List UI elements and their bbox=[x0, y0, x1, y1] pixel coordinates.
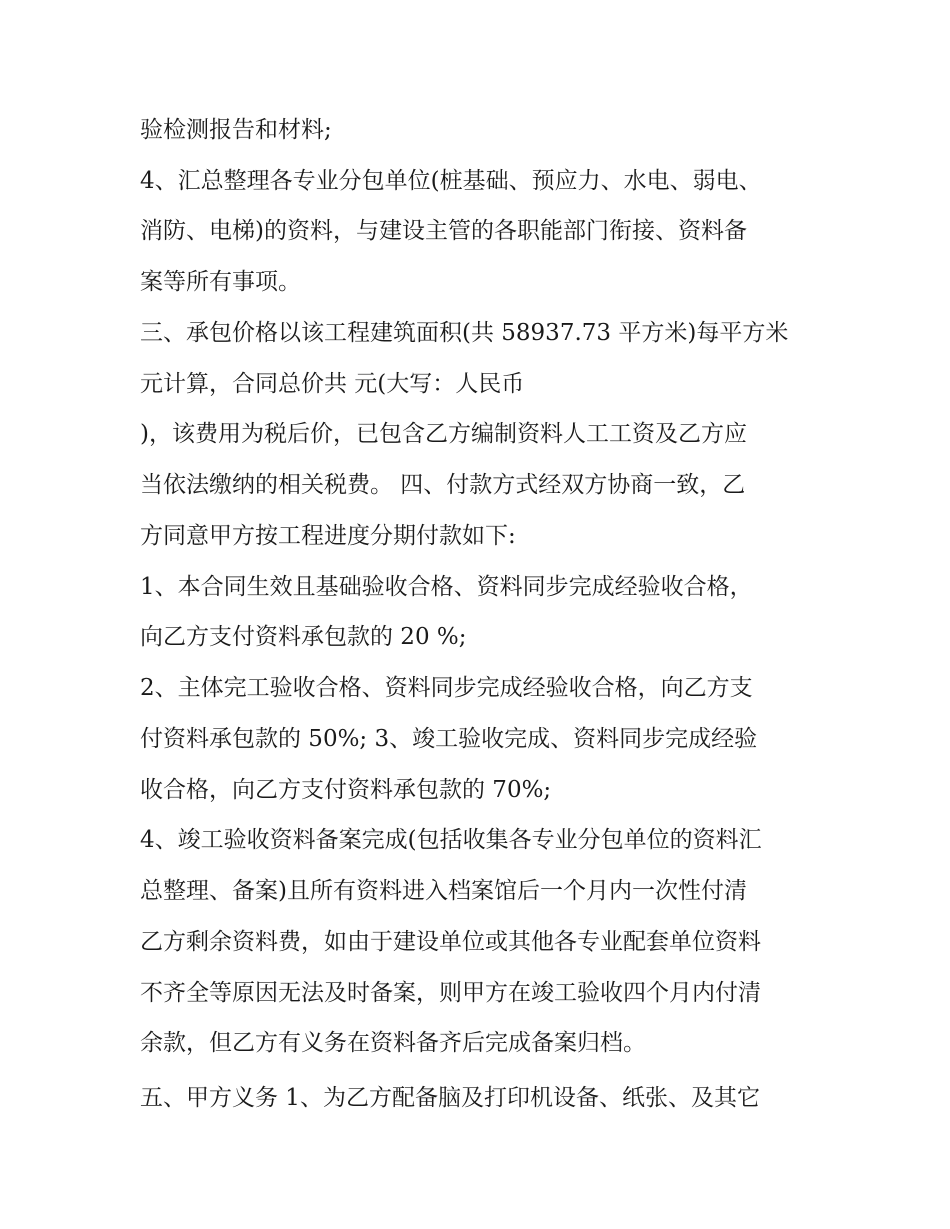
text-line-11: 向乙方支付资料承包款的 20 %; bbox=[140, 624, 467, 650]
text-line-20: 五、甲方义务 1、为乙方配备脑及打印机设备、纸张、及其它 bbox=[140, 1085, 760, 1111]
text-line-17: 乙方剩余资料费，如由于建设单位或其他各专业配套单位资料 bbox=[140, 929, 761, 955]
text-line-4: 案等所有事项。 bbox=[140, 269, 301, 295]
text-line-1: 验检测报告和材料; bbox=[140, 117, 332, 143]
text-line-6: 元计算，合同总价共 元(大写：人民币 bbox=[140, 371, 525, 397]
text-line-14: 收合格，向乙方支付资料承包款的 70%; bbox=[140, 777, 552, 803]
text-line-8: 当依法缴纳的相关税费。 四、付款方式经双方协商一致，乙 bbox=[140, 472, 746, 498]
text-line-19: 余款，但乙方有义务在资料备齐后完成备案归档。 bbox=[140, 1030, 646, 1056]
text-line-7: )，该费用为税后价，已包含乙方编制资料人工工资及乙方应 bbox=[140, 421, 747, 447]
text-line-10: 1、本合同生效且基础验收合格、资料同步完成经验收合格， bbox=[140, 574, 753, 600]
text-line-12: 2、主体完工验收合格、资料同步完成经验收合格，向乙方支 bbox=[140, 675, 753, 701]
text-line-16: 总整理、备案)且所有资料进入档案馆后一个月内一次性付清 bbox=[140, 878, 747, 904]
text-line-15: 4、竣工验收资料备案完成(包括收集各专业分包单位的资料汇 bbox=[140, 827, 762, 853]
text-line-3: 消防、电梯)的资料，与建设主管的各职能部门衔接、资料备 bbox=[140, 218, 747, 244]
text-line-9: 方同意甲方按工程进度分期付款如下: bbox=[140, 523, 516, 549]
text-line-13: 付资料承包款的 50%; 3、竣工验收完成、资料同步完成经验 bbox=[140, 726, 758, 752]
text-line-5: 三、承包价格以该工程建筑面积(共 58937.73 平方米)每平方米 bbox=[140, 320, 789, 346]
text-line-18: 不齐全等原因无法及时备案，则甲方在竣工验收四个月内付清 bbox=[140, 980, 761, 1006]
text-line-2: 4、汇总整理各专业分包单位(桩基础、预应力、水电、弱电、 bbox=[140, 168, 762, 194]
